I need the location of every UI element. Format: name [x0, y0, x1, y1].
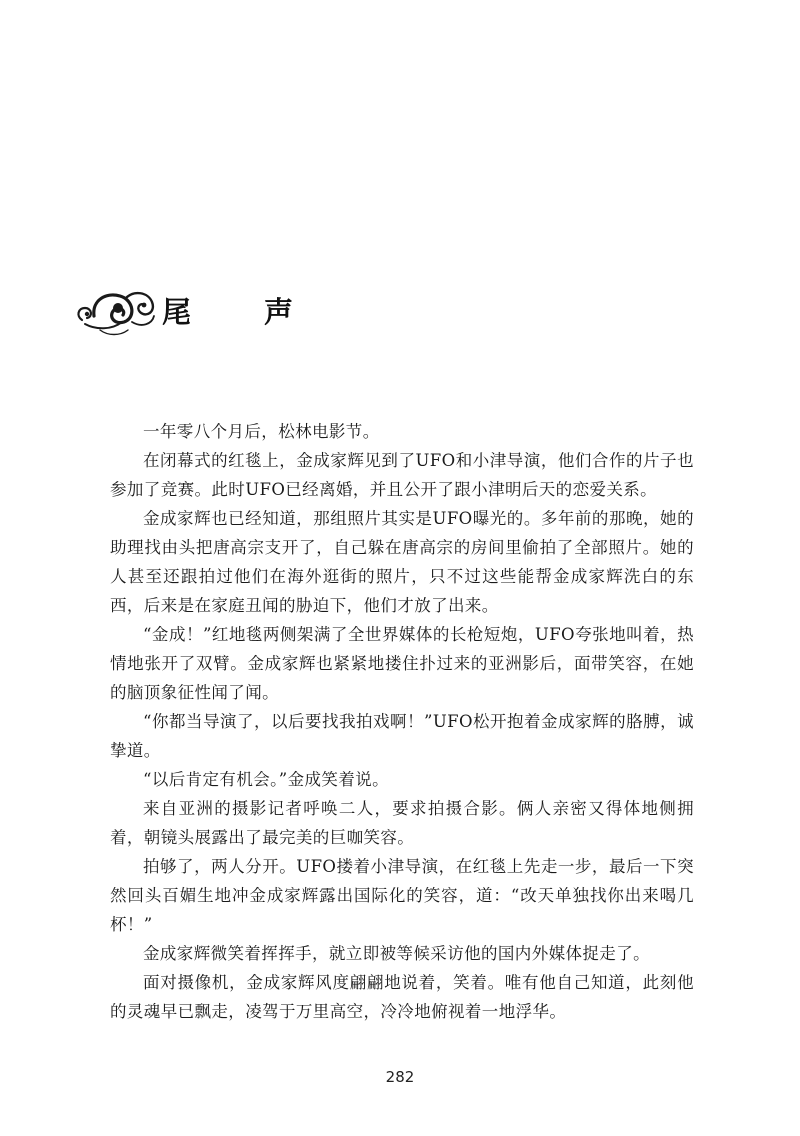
chapter-header	[72, 282, 315, 342]
paragraph: 来自亚洲的摄影记者呼唤二人，要求拍摄合影。俩人亲密又得体地侧拥着，朝镜头展露出了最完美的巨咖笑容。	[110, 799, 694, 847]
paragraph: 金成家辉微笑着挥挥手，就立即被等候采访他的国内外媒体捉走了。	[143, 944, 650, 963]
chapter-body	[110, 417, 694, 1026]
paragraph: 一年零八个月后，松林电影节。	[143, 422, 380, 441]
paragraph: 面对摄像机，金成家辉风度翩翩地说着，笑着。唯有他自己知道，此刻他的灵魂早已飘走，凌驾于万里高空，冷冷地俯视着一地浮华。	[110, 973, 694, 1021]
swirl-ornament-icon	[72, 286, 158, 338]
paragraph: “你都当导演了，以后要找我拍戏啊！”UFO松开抱着金成家辉的胳膊，诚挚道。	[110, 712, 694, 760]
paragraph: 金成家辉也已经知道，那组照片其实是UFO曝光的。多年前的那晚，她的助理找由头把唐高宗支开了，自己躲在唐高宗的房间里偷拍了全部照片。她的人甚至还跟拍过他们在海外逛街的照片，只不过这些能帮金成家辉洗白的东西，后来是在家庭丑闻的胁迫下，他们才放了出来。	[110, 509, 694, 615]
page-number: 282	[385, 1068, 415, 1086]
paragraph: “以后肯定有机会。”金成笑着说。	[143, 770, 390, 789]
paragraph: 在闭幕式的红毯上，金成家辉见到了UFO和小津导演，他们合作的片子也参加了竞赛。此时UFO已经离婚，并且公开了跟小津明后天的恋爱关系。	[110, 451, 694, 499]
paragraph: 拍够了，两人分开。UFO搂着小津导演，在红毯上先走一步，最后一下突然回头百媚生地冲金成家辉露出国际化的笑容，道：“改天单独找你出来喝几杯！”	[110, 857, 694, 934]
chapter-title: 尾 声	[162, 294, 316, 329]
paragraph: “金成！”红地毯两侧架满了全世界媒体的长枪短炮，UFO夸张地叫着，热情地张开了双臂。金成家辉也紧紧地搂住扑过来的亚洲影后，面带笑容，在她的脑顶象征性闻了闻。	[110, 625, 694, 702]
